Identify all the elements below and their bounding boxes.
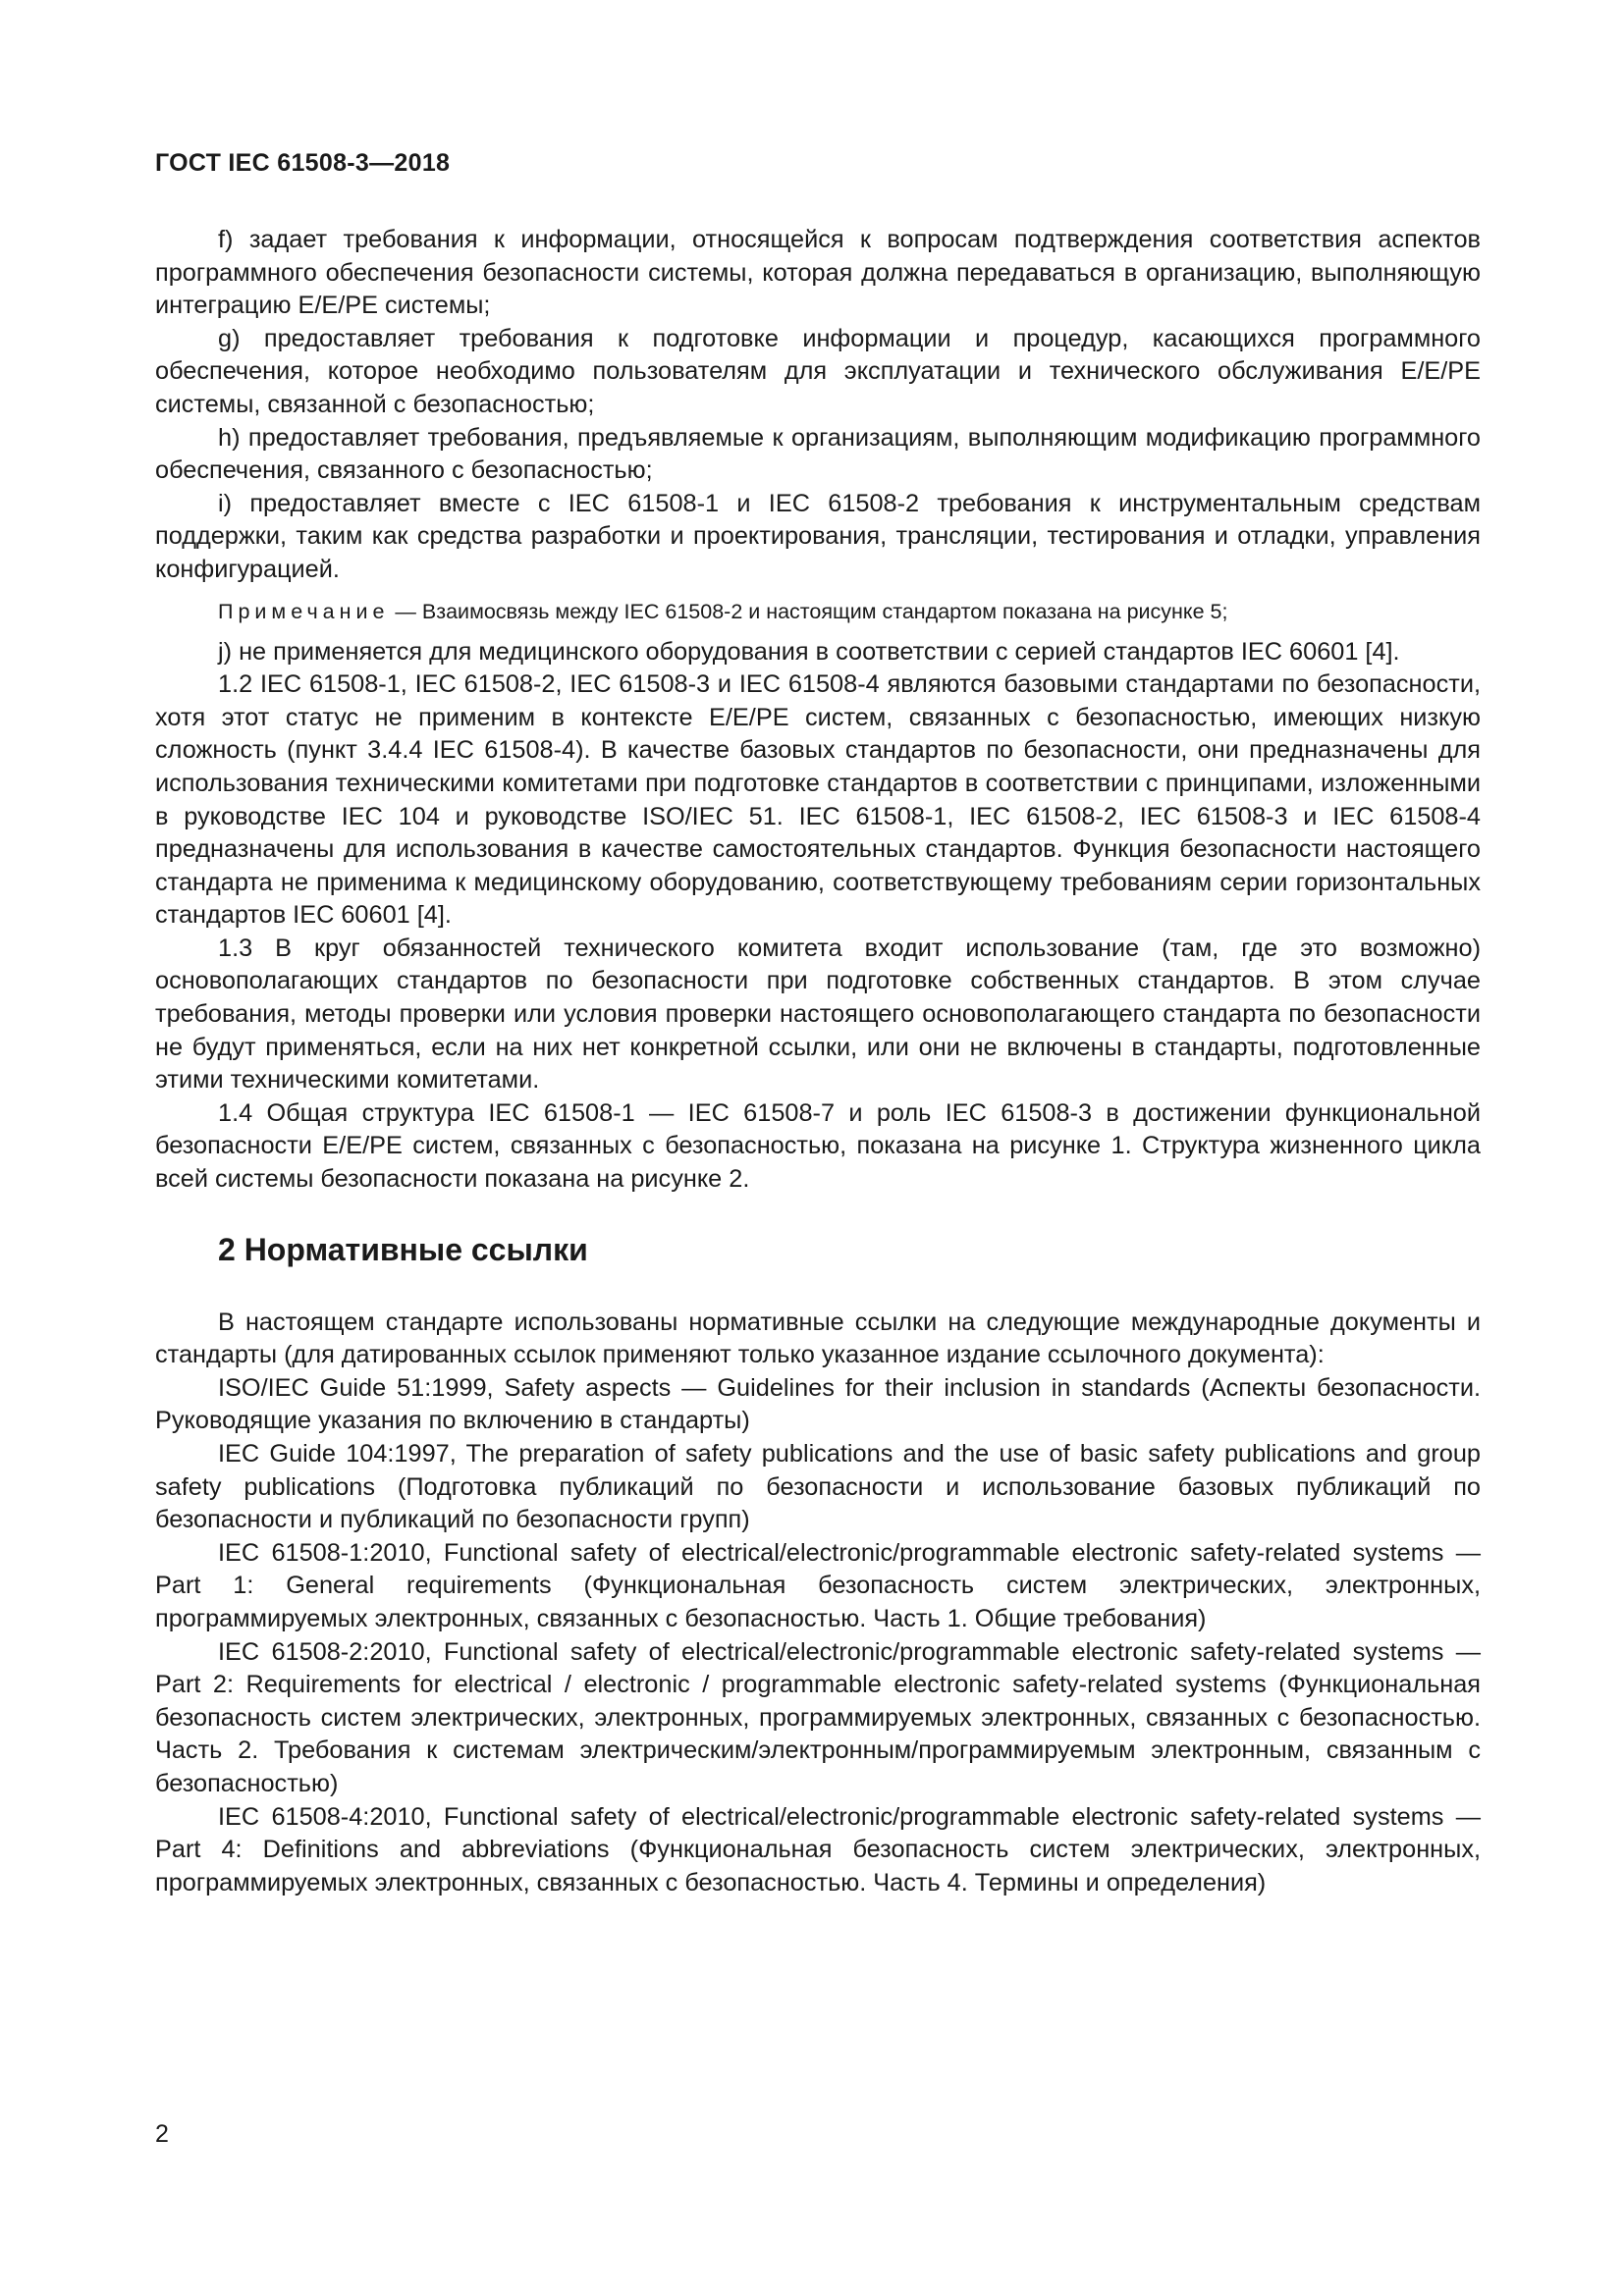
reference-item: IEC 61508-1:2010, Functional safety of electrical/electronic/programmable electronic safety-related systems — Part 1: General requirements (Функциональная безопасность систем электрических, электронных, программируемых электронных, связанных с безопасностью. Часть 1. Общие требования) xyxy=(155,1538,1481,1632)
document-body xyxy=(155,224,1481,1899)
note xyxy=(155,597,1481,626)
clause-1-4: 1.4 Общая структура IEC 61508-1 — IEC 61508-7 и роль IEC 61508-3 в достижении функциональной безопасности Е/Е/РЕ систем, связанных с безопасностью, показана на рисунке 1. Структура жизненного цикла всей системы безопасности показана на рисунке 2. xyxy=(155,1098,1481,1194)
list-item-i: i) предоставляет вместе с IEC 61508-1 и IEC 61508-2 требования к инструментальным средствам поддержки, таким как средства разработки и проектирования, трансляции, тестирования и отладки, управления конфигурацией. xyxy=(155,489,1481,583)
document-header: ГОСТ IEC 61508-3—2018 xyxy=(155,149,451,177)
note-text: — Взаимосвязь между IEC 61508-2 и настоящим стандартом показана на рисунке 5; xyxy=(389,599,1228,623)
clause-1-3: 1.3 В круг обязанностей технического комитета входит использование (там, где это возможно) основополагающих стандартов по безопасности при подготовке собственных стандартов. В этом случае требования, методы проверки или условия проверки настоящего основополагающего стандарта по безопасности не будут применяться, если на них нет конкретной ссылки, или они не включены в стандарты, подготовленные этими техническими комитетами. xyxy=(155,934,1481,1095)
reference-item: IEC 61508-2:2010, Functional safety of electrical/electronic/programmable electronic safety-related systems — Part 2: Requirements for electrical / electronic / programmable electronic safety-related systems (Функциональная безопасность систем электрических, электронных, программируемых электронных, связанных с безопасностью. Часть 2. Требования к системам электрическим/электронным/программируемым электронным, связанным с безопасностью) xyxy=(155,1637,1481,1797)
reference-item: IEC Guide 104:1997, The preparation of safety publications and the use of basic safety publications and group safety publications (Подготовка публикаций по безопасности и использование базовых публикаций по безопасности и публикаций по безопасности групп) xyxy=(155,1440,1481,1534)
reference-item: ISO/IEC Guide 51:1999, Safety aspects — Guidelines for their inclusion in standards (Аспекты безопасности. Руководящие указания по включению в стандарты) xyxy=(155,1373,1481,1435)
section-title: 2 Нормативные ссылки xyxy=(218,1231,588,1267)
clause-1-2: 1.2 IEC 61508-1, IEC 61508-2, IEC 61508-3 и IEC 61508-4 являются базовыми стандартами по безопасности, хотя этот статус не применим в контексте Е/Е/РЕ систем, связанных с безопасностью, имеющих низкую сложность (пункт 3.4.4 IEC 61508-4). В качестве базовых стандартов по безопасности, они предназначены для использования техническими комитетами при подготовке стандартов в соответствии с принципами, изложенными в руководстве IEC 104 и руководстве ISO/IEC 51. IEC 61508-1, IEC 61508-2, IEC 61508-3 и IEC 61508-4 предназначены для использования в качестве самостоятельных стандартов. Функция безопасности настоящего стандарта не применима к медицинскому оборудованию, соответствующему требованиям серии горизонтальных стандартов IEC 60601 [4]. xyxy=(155,670,1481,930)
list-item-g: g) предоставляет требования к подготовке информации и процедур, касающихся программного обеспечения, которое необходимо пользователям для эксплуатации и технического обслуживания Е/Е/РЕ системы, связанной с безопасностью; xyxy=(155,324,1481,418)
note-label: Примечание xyxy=(218,599,390,623)
list-item-j: j) не применяется для медицинского оборудования в соответствии с серией стандартов IEC 60601 [4]. xyxy=(218,637,1400,666)
section-intro: В настоящем стандарте использованы нормативные ссылки на следующие международные документы и стандарты (для датированных ссылок применяют только указанное издание ссылочного документа): xyxy=(155,1308,1481,1369)
page-number: 2 xyxy=(155,2120,169,2148)
reference-item: IEC 61508-4:2010, Functional safety of electrical/electronic/programmable electronic safety-related systems — Part 4: Definitions and abbreviations (Функциональная безопасность систем электрических, электронных, программируемых электронных, связанных с безопасностью. Часть 4. Термины и определения) xyxy=(155,1802,1481,1896)
list-item-f: f) задает требования к информации, относящейся к вопросам подтверждения соответствия аспектов программного обеспечения безопасности системы, которая должна передаваться в организацию, выполняющую интеграцию Е/Е/РЕ системы; xyxy=(155,226,1481,320)
list-item-h: h) предоставляет требования, предъявляемые к организациям, выполняющим модификацию программного обеспечения, связанного с безопасностью; xyxy=(155,423,1481,485)
